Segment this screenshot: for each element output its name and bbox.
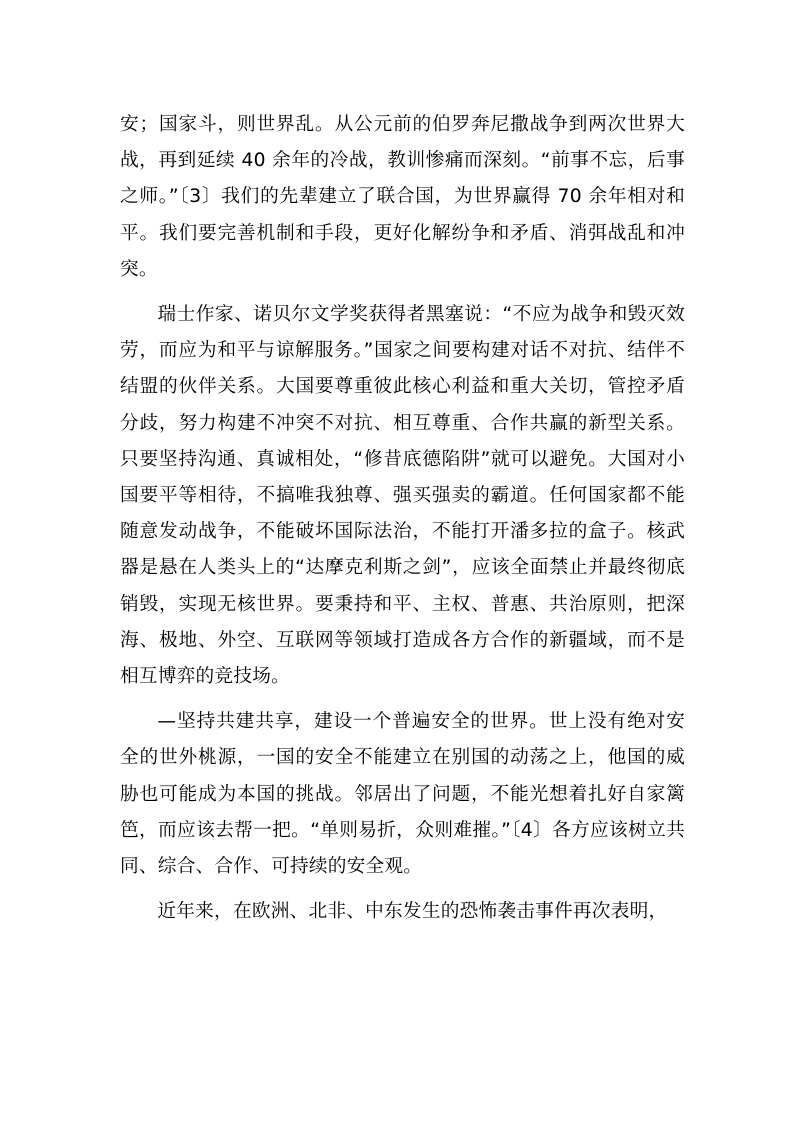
paragraph-hesse-quote: 瑞士作家、诺贝尔文学奖获得者黑塞说：“不应为战争和毁灭效劳，而应为和平与谅解服务。”国家之间要构建对话不对抗、结伴不结盟的伙伴关系。大国要尊重彼此核心利益和重大关切，管控矛盾分歧，努力构建不冲突不对抗、相互尊重、合作共赢的新型关系。只要坚持沟通、真诚相处，“修昔底德陷阱”就可以避免。大国对小国要平等相待，不搞唯我独尊、强买强卖的霸道。任何国家都不能随意发动战争，不能破坏国际法治，不能打开潘多拉的盒子。核武器是悬在人类头上的“达摩克利斯之剑”，应该全面禁止并最终彻底销毁，实现无核世界。要秉持和平、主权、普惠、共治原则，把深海、极地、外空、互联网等领域打造成各方合作的新疆域，而不是相互博弈的竞技场。: [120, 304, 685, 688]
paragraph-terrorism: 近年来，在欧洲、北非、中东发生的恐怖袭击事件再次表明，: [157, 901, 668, 923]
paragraph-common-security: —坚持共建共享，建设一个普遍安全的世界。世上没有绝对安全的世外桃源，一国的安全不能建立在别国的动荡之上，他国的威胁也可能成为本国的挑战。邻居出了问题，不能光想着扎好自家篱笆，而应该去帮一把。“单则易折，众则难摧。”〔4〕各方应该树立共同、综合、合作、可持续的安全观。: [120, 711, 685, 878]
paragraph-continuation: 安；国家斗，则世界乱。从公元前的伯罗奔尼撒战争到两次世界大战，再到延续 40 余年的冷战，教训惨痛而深刻。“前事不忘，后事之师。”〔3〕我们的先辈建立了联合国，为世界赢得 70 余年相对和平。我们要完善机制和手段，更好化解纷争和矛盾、消弭战乱和冲突。: [120, 114, 685, 280]
document-body: [120, 107, 685, 930]
